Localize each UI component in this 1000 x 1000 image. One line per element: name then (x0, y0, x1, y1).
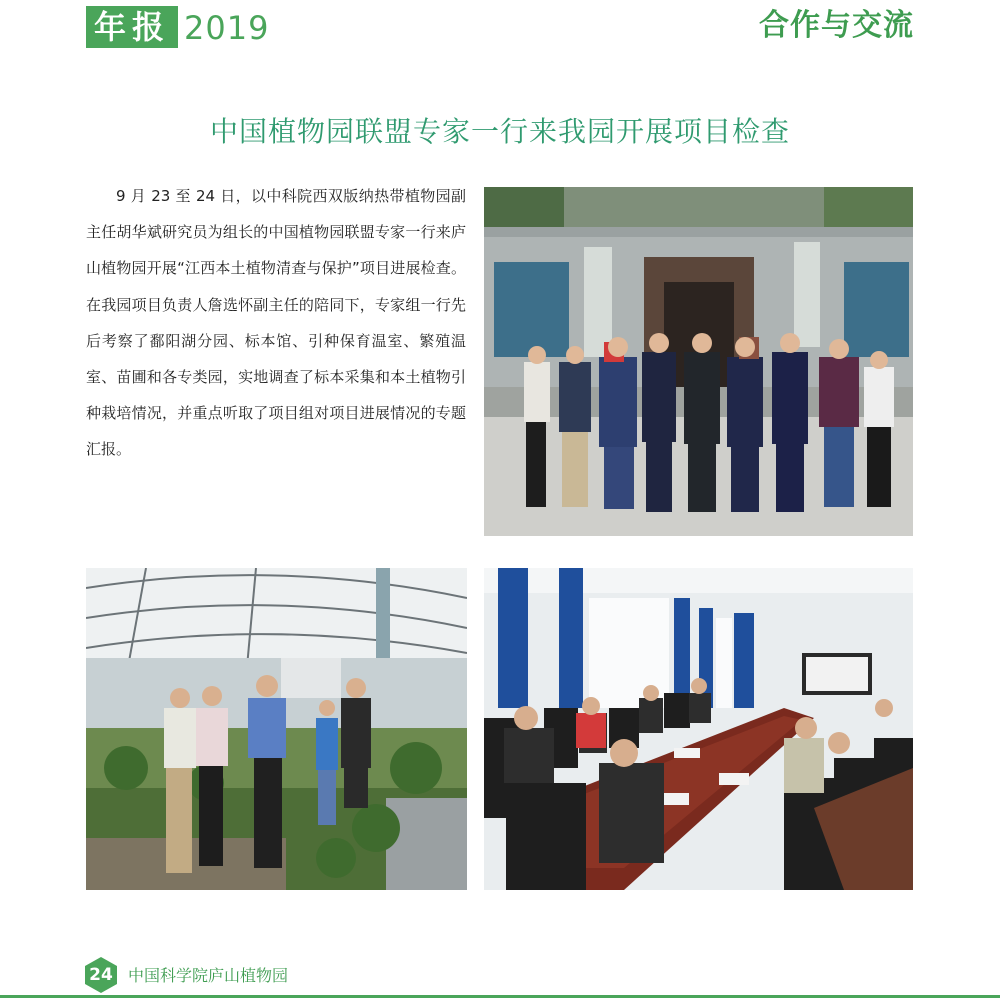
report-year: 2019 (184, 9, 270, 47)
greenhouse-inspection-photo (86, 568, 467, 890)
annual-report-badge: 年报 (86, 6, 178, 48)
meeting-report-photo (484, 568, 913, 890)
article-body: 9 月 23 至 24 日，以中科院西双版纳热带植物园副主任胡华斌研究员为组长的中国植物园联盟专家一行来庐山植物园开展“江西本土植物清查与保护”项目进展检查。在我园项目负责人詹选怀副主任的陪同下，专家组一行先后考察了鄱阳湖分园、标本馆、引种保育温室、繁殖温室、苗圃和各专类园，实地调查了标本采集和本土植物引种栽培情况，并重点听取了项目组对项目进展情况的专题汇报。 (86, 187, 466, 459)
organization-name: 中国科学院庐山植物园 (128, 966, 289, 985)
article-title: 中国植物园联盟专家一行来我园开展项目检查 (209, 115, 790, 148)
section-title: 合作与交流 (759, 8, 914, 43)
group-photo-building (484, 187, 913, 536)
page-number: 24 (89, 965, 113, 985)
footer-divider (0, 995, 1000, 998)
